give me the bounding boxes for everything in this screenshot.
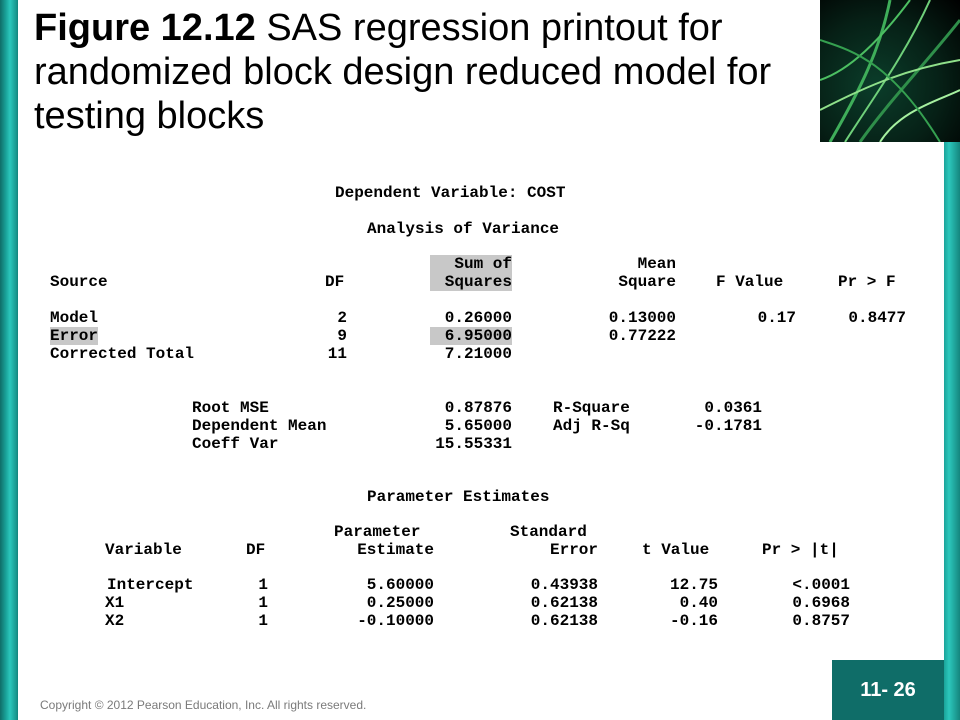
param-row-estimate: -0.10000 <box>357 612 434 630</box>
param-row-p-value: 0.8757 <box>792 612 850 630</box>
r-square-value: 0.0361 <box>704 399 762 417</box>
param-row-p-value: 0.6968 <box>792 594 850 612</box>
anova-row-source: Model <box>50 309 99 327</box>
r-square-label: R-Square <box>553 399 630 417</box>
param-row-df: 1 <box>258 594 268 612</box>
coeff-var-label: Coeff Var <box>192 435 279 453</box>
adj-r-square-label: Adj R-Sq <box>553 417 630 435</box>
param-row-p-value: <.0001 <box>792 576 850 594</box>
anova-header-squares: Squares <box>430 273 512 291</box>
param-header-standard: Standard <box>510 523 587 541</box>
anova-header-pr-f: Pr > F <box>838 273 896 291</box>
anova-title: Analysis of Variance <box>367 220 560 238</box>
param-row-std-error: 0.43938 <box>530 576 598 594</box>
anova-row-ss: 0.26000 <box>444 309 512 327</box>
anova-row-source: Error <box>50 327 99 345</box>
anova-header-f-value: F Value <box>716 273 784 291</box>
anova-row-ms: 0.13000 <box>608 309 676 327</box>
page-number <box>832 660 944 720</box>
dependent-mean-label: Dependent Mean <box>192 417 327 435</box>
param-row-std-error: 0.62138 <box>530 612 598 630</box>
corner-decorative-image <box>820 0 960 142</box>
sas-printout <box>40 178 920 638</box>
dependent-mean-value: 5.65000 <box>444 417 512 435</box>
root-mse-label: Root MSE <box>192 399 269 417</box>
param-row-t-value: -0.16 <box>669 612 718 630</box>
page-number-label: 11- 26 <box>860 678 916 701</box>
param-header-error: Error <box>549 541 598 559</box>
param-row-std-error: 0.62138 <box>530 594 598 612</box>
param-header-t-value: t Value <box>642 541 710 559</box>
anova-header-source: Source <box>50 273 108 291</box>
anova-row-p: 0.8477 <box>848 309 906 327</box>
param-row-variable: X2 <box>105 612 125 630</box>
param-row-variable: X1 <box>105 594 125 612</box>
anova-row-ms: 0.77222 <box>608 327 676 345</box>
param-row-t-value: 12.75 <box>669 576 718 594</box>
anova-row-df: 9 <box>337 327 347 345</box>
anova-row-ss: 6.95000 <box>430 327 512 345</box>
anova-row-f: 0.17 <box>757 309 796 327</box>
anova-row-source: Corrected Total <box>50 345 195 363</box>
anova-header-square: Square <box>618 273 676 291</box>
copyright-notice: Copyright © 2012 Pearson Education, Inc. All rights reserved. <box>40 698 367 712</box>
parameter-estimates-title: Parameter Estimates <box>367 488 550 506</box>
param-row-df: 1 <box>258 612 268 630</box>
adj-r-square-value: -0.1781 <box>694 417 762 435</box>
anova-header-df: DF <box>325 273 345 291</box>
param-row-t-value: 0.40 <box>679 594 718 612</box>
anova-row-ss: 7.21000 <box>444 345 512 363</box>
param-header-df: DF <box>246 541 266 559</box>
param-header-pr-t: Pr > |t| <box>762 541 839 559</box>
anova-header-mean: Mean <box>637 255 676 273</box>
param-header-parameter: Parameter <box>334 523 421 541</box>
anova-row-df: 11 <box>327 345 347 363</box>
dependent-variable-heading: Dependent Variable: COST <box>335 184 566 202</box>
figure-number: Figure 12.12 <box>34 7 256 49</box>
param-row-df: 1 <box>258 576 268 594</box>
slide-title <box>34 6 814 138</box>
param-header-estimate: Estimate <box>357 541 434 559</box>
param-header-variable: Variable <box>105 541 182 559</box>
figure-caption: SAS regression printout for randomized block design reduced model for testing blocks <box>34 7 772 137</box>
anova-row-df: 2 <box>337 309 347 327</box>
param-row-estimate: 5.60000 <box>366 576 434 594</box>
coeff-var-value: 15.55331 <box>435 435 512 453</box>
root-mse-value: 0.87876 <box>444 399 512 417</box>
param-row-estimate: 0.25000 <box>366 594 434 612</box>
param-row-variable: Intercept <box>107 576 194 594</box>
anova-header-sum-of: Sum of <box>430 255 512 273</box>
